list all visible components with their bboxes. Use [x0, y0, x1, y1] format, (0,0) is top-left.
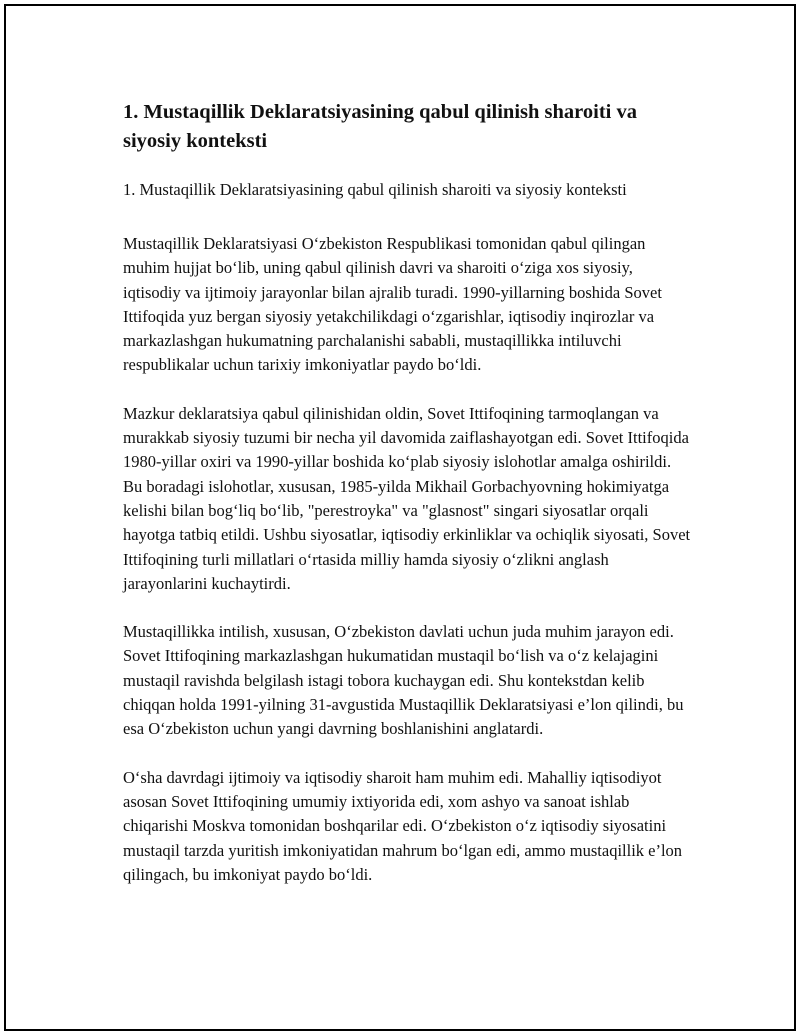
page-frame	[4, 4, 796, 1031]
paragraph: Mustaqillik Deklaratsiyasi O‘zbekiston Respublikasi tomonidan qabul qilingan muhim hujjat bo‘lib, uning qabul qilinish davri va sharoiti o‘ziga xos siyosiy, iqtisodiy va ijtimoiy jarayonlar bilan ajralib turadi. 1990-yillarning boshida Sovet Ittifoqida yuz bergan siyosiy yetakchilikdagi o‘zgarishlar, iqtisodiy inqirozlar va markazlashgan hukumatning parchalanishi sababli, mustaqillikka intiluvchi respublikalar uchun tarixiy imkoniyatlar paydo bo‘ldi.	[123, 234, 662, 375]
paragraph: O‘sha davrdagi ijtimoiy va iqtisodiy sharoit ham muhim edi. Mahalliy iqtisodiyot asosan Sovet Ittifoqining umumiy ixtiyorida edi, xom ashyo va sanoat ishlab chiqarishi Moskva tomonidan boshqarilar edi. O‘zbekiston o‘z iqtisodiy siyosatini mustaqil tarzda yuritish imkoniyatidan mahrum bo‘lgan edi, ammo mustaqillik e’lon qilingach, bu imkoniyat paydo bo‘ldi.	[123, 767, 683, 884]
paragraph: Mazkur deklaratsiya qabul qilinishidan oldin, Sovet Ittifoqining tarmoqlangan va murakkab siyosiy tuzumi bir necha yil davomida zaiflashayotgan edi. Sovet Ittifoqida 1980-yillar oxiri va 1990-yillar boshida ko‘plab siyosiy islohotlar amalga oshirildi. Bu boradagi islohotlar, xususan, 1985-yilda Mikhail Gorbachyovning hokimiyatga kelishi bilan bog‘liq bo‘lib, "perestroyka" va "glasnost" singari siyosatlar orqali hayotga tatbiq etildi. Ushbu siyosatlar, iqtisodiy erkinliklar va ochiqlik siyosati, Sovet Ittifoqining turli millatlari o‘rtasida milliy hamda siyosiy o‘zlikni anglash jarayonlarini kuchaytirdi.	[123, 403, 691, 593]
document-body	[123, 98, 693, 911]
paragraph: Mustaqillikka intilish, xususan, O‘zbekiston davlati uchun juda muhim jarayon edi. Sovet Ittifoqining markazlashgan hukumatidan mustaqil bo‘lish va o‘z kelajagini mustaqil ravishda belgilash istagi tobora kuchaygan edi. Shu kontekstdan kelib chiqqan holda 1991-yilning 31-avgustida Mustaqillik Deklaratsiyasi e’lon qilindi, bu esa O‘zbekiston uchun yangi davrning boshlanishini anglatardi.	[123, 622, 684, 739]
document-title: 1. Mustaqillik Deklaratsiyasining qabul qilinish sharoiti va siyosiy konteksti	[123, 101, 637, 152]
document-subtitle: 1. Mustaqillik Deklaratsiyasining qabul qilinish sharoiti va siyosiy konteksti	[123, 180, 627, 199]
